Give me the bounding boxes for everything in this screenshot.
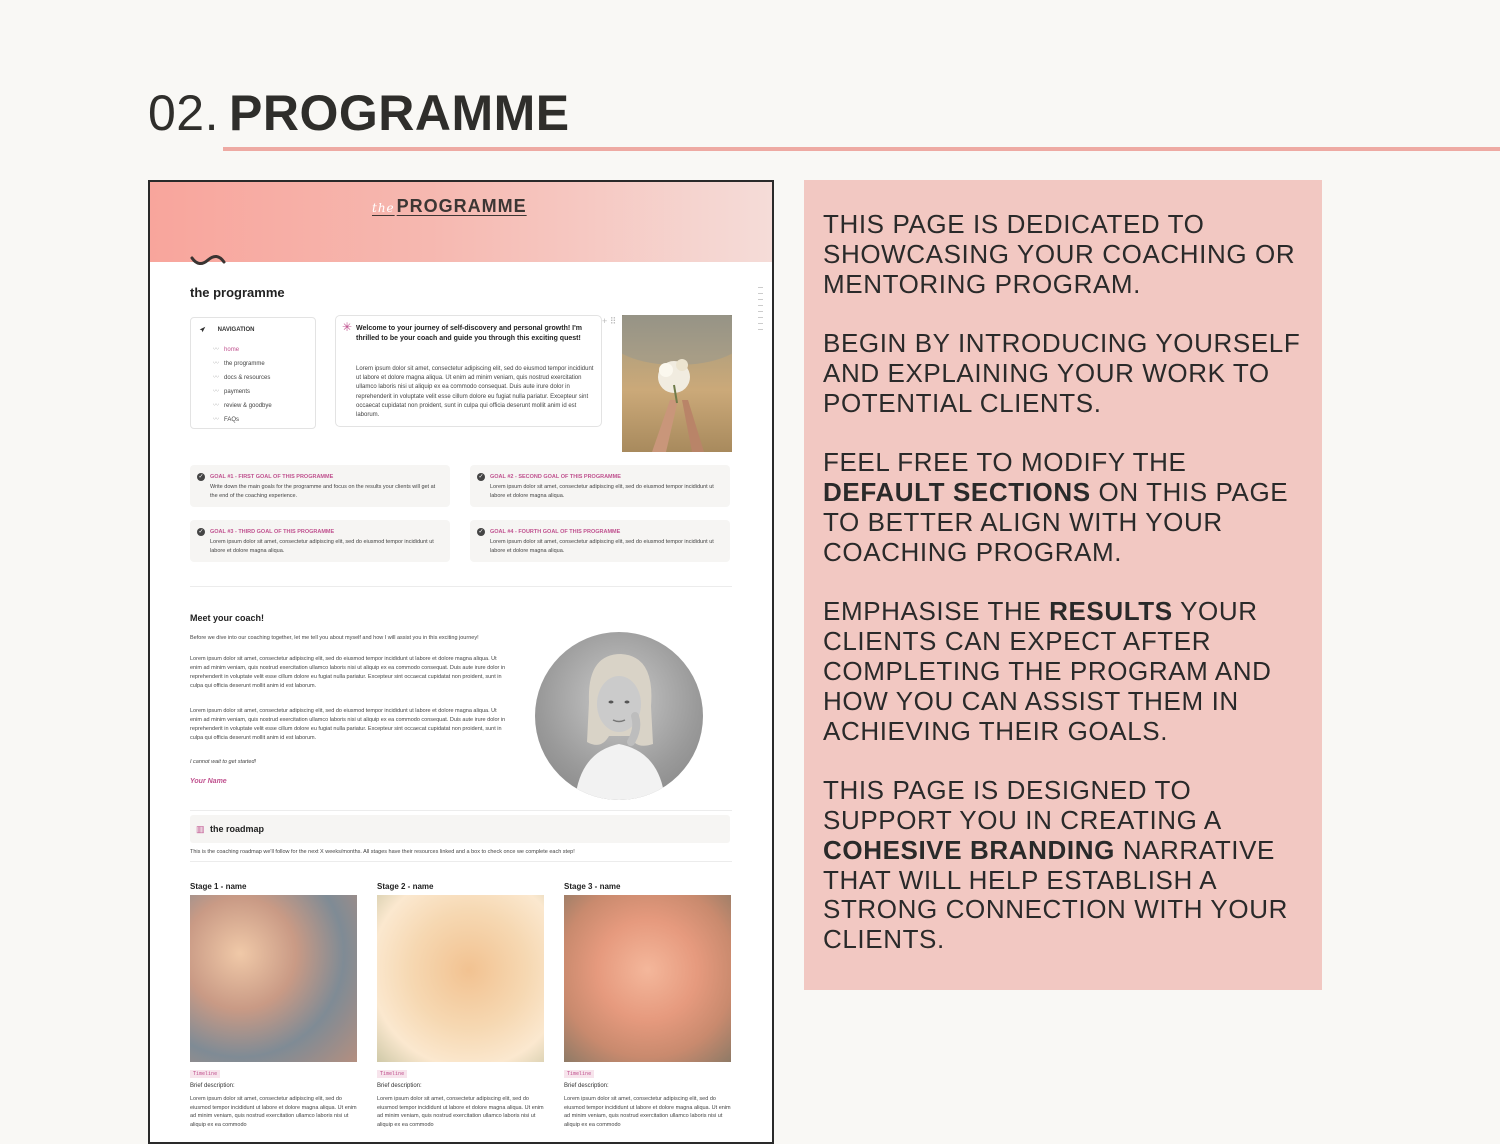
welcome-title: Welcome to your journey of self-discovery and personal growth! I'm thrilled to be your coach and guide you through this exciting quest!	[356, 325, 582, 342]
stage-description: Lorem ipsum dolor sit amet, consectetur adipiscing elit, sed do eiusmod tempor incididunt ut labore et dolore magna aliqua. Ut enim ad minim veniam, quis nostrud exercitation ullamco laboris nisi ut aliquip ex ea commodo	[190, 1096, 357, 1128]
note-paragraph-5	[823, 776, 1313, 955]
goal-title: GOAL #2 - SECOND GOAL OF THIS PROGRAMME	[490, 474, 621, 480]
coach-intro: Before we dive into our coaching together, let me tell you about myself and how I will assist you in this exciting journey!	[190, 635, 479, 641]
note-emphasis: RESULTS	[1049, 596, 1173, 627]
note-text: FEEL FREE TO MODIFY THE	[823, 447, 1187, 478]
nav-link-home[interactable]: 〰 home	[213, 344, 272, 358]
nav-link-payments[interactable]: 〰 payments	[213, 386, 272, 400]
note-emphasis: COHESIVE BRANDING	[823, 834, 1115, 865]
note-paragraph-1: THIS PAGE IS DEDICATED TO SHOWCASING YOUR COACHING OR MENTORING PROGRAM.	[823, 209, 1296, 299]
divider	[190, 586, 732, 587]
nav-link-review[interactable]: 〰 review & goodbye	[213, 400, 272, 414]
stage-brief-label: Brief description:	[377, 1083, 422, 1089]
note-text: EMPHASISE THE	[823, 596, 1050, 627]
divider	[190, 861, 732, 862]
check-circle-icon: ✓	[478, 529, 484, 535]
note-text: YOUR CLIENTS CAN EXPECT AFTER COMPLETING THE PROGRAM AND HOW YOU CAN ASSIST THEM IN ACHIEVING THEIR GOALS.	[823, 596, 1272, 746]
stage-name: Stage 3 - name	[564, 882, 621, 891]
nav-link-docs[interactable]: 〰 docs & resources	[213, 372, 272, 386]
note-text: ON THIS PAGE TO BETTER ALIGN WITH YOUR COACHING PROGRAM.	[823, 477, 1289, 567]
coach-signature: Your Name	[190, 778, 227, 785]
goal-body: Write down the main goals for the programme and focus on the results your clients will get at the end of the coaching experience.	[210, 484, 436, 499]
page-icon[interactable]	[190, 254, 226, 268]
timeline-tag: Timeline	[190, 1070, 220, 1078]
roadmap-icon: ▥	[196, 824, 205, 834]
heading-underline	[223, 147, 1500, 151]
note-paragraph-3	[823, 448, 1313, 567]
goal-card-3[interactable]	[190, 520, 450, 562]
divider	[190, 810, 732, 811]
coach-cta: I cannot wait to get started!	[190, 759, 257, 765]
description-panel	[804, 180, 1322, 990]
coach-heading: Meet your coach!	[190, 613, 265, 623]
note-emphasis: DEFAULT SECTIONS	[823, 477, 1091, 508]
banner-logo-script: the	[372, 201, 395, 215]
section-title: PROGRAMME	[229, 85, 570, 141]
stage-description: Lorem ipsum dolor sit amet, consectetur adipiscing elit, sed do eiusmod tempor incididunt ut labore et dolore magna aliqua. Ut enim ad minim veniam, quis nostrud exercitation ullamco laboris nisi ut aliquip ex ea commodo	[377, 1096, 544, 1128]
timeline-tag: Timeline	[564, 1070, 594, 1078]
timeline-tag: Timeline	[377, 1070, 407, 1078]
goal-card-2[interactable]	[470, 465, 730, 507]
stage-description: Lorem ipsum dolor sit amet, consectetur adipiscing elit, sed do eiusmod tempor incididunt ut labore et dolore magna aliqua. Ut enim ad minim veniam, quis nostrud exercitation ullamco laboris nisi ut aliquip ex ea commodo	[564, 1096, 731, 1128]
stage-image	[377, 895, 544, 1062]
navigation-box	[190, 317, 316, 429]
block-drag-handle-icon[interactable]: + ⠿	[602, 316, 617, 326]
asterisk-icon: ✳	[342, 320, 353, 334]
description-text	[823, 210, 1313, 985]
page-heading	[148, 84, 570, 142]
stage-name: Stage 2 - name	[377, 882, 434, 891]
check-circle-icon: ✓	[198, 529, 204, 535]
stage-name: Stage 1 - name	[190, 882, 247, 891]
banner-logo-word: PROGRAMME	[396, 196, 527, 216]
stage-image	[190, 895, 357, 1062]
note-paragraph-2: BEGIN BY INTRODUCING YOURSELF AND EXPLAINING YOUR WORK TO POTENTIAL CLIENTS.	[823, 328, 1301, 418]
cover-banner	[150, 182, 772, 262]
goal-body: Lorem ipsum dolor sit amet, consectetur adipiscing elit, sed do eiusmod tempor incididunt ut labore et dolore magna aliqua.	[490, 484, 714, 499]
goal-card-1[interactable]	[190, 465, 450, 507]
stage-card-3[interactable]	[564, 882, 731, 1129]
roadmap-title: the roadmap	[210, 824, 265, 834]
navigation-arrow-icon	[199, 326, 206, 333]
stage-brief-label: Brief description:	[190, 1083, 235, 1089]
banner-logo	[372, 196, 527, 217]
welcome-body: Lorem ipsum dolor sit amet, consectetur adipiscing elit, sed do eiusmod tempor incididunt ut labore et dolore magna aliqua. Ut enim ad minim veniam, quis nostrud exercitation ullamco laboris nisi ut aliquip ex ea commodo consequat. Duis aute irure dolor in reprehenderit in voluptate velit esse cillum dolore eu fugiat nulla pariatur. Excepteur sint occaecat cupidatat non proident, sunt in culpa qui officia deserunt mollit anim id est laborum.	[356, 366, 594, 419]
goal-body: Lorem ipsum dolor sit amet, consectetur adipiscing elit, sed do eiusmod tempor incididunt ut labore et dolore magna aliqua.	[210, 539, 434, 554]
check-circle-icon: ✓	[478, 474, 484, 480]
goal-title: GOAL #3 - THIRD GOAL OF THIS PROGRAMME	[210, 529, 335, 535]
goal-body: Lorem ipsum dolor sit amet, consectetur adipiscing elit, sed do eiusmod tempor incididunt ut labore et dolore magna aliqua.	[490, 539, 714, 554]
coach-paragraph-1: Lorem ipsum dolor sit amet, consectetur adipiscing elit, sed do eiusmod tempor incididunt ut labore et dolore magna aliqua. Ut enim ad minim veniam, quis nostrud exercitation ullamco laboris nisi ut aliquip ex ea commodo consequat. Duis aute irure dolor in reprehenderit in voluptate velit esse cillum dolore eu fugiat nulla pariatur. Excepteur sint occaecat cupidatat non proident, sunt in culpa qui officia deserunt mollit anim id est laborum.	[190, 656, 506, 689]
outline-indicator[interactable]	[758, 287, 763, 347]
navigation-heading	[199, 326, 254, 333]
welcome-callout	[335, 315, 602, 427]
goal-card-4[interactable]	[470, 520, 730, 562]
portrait-illustration	[535, 632, 703, 800]
note-text: NARRATIVE THAT WILL HELP ESTABLISH A STRONG CONNECTION WITH YOUR CLIENTS.	[823, 834, 1288, 955]
nav-link-programme[interactable]: 〰 the programme	[213, 358, 272, 372]
note-paragraph-4	[823, 597, 1313, 746]
stage-brief-label: Brief description:	[564, 1083, 609, 1089]
page-title: the programme	[190, 285, 285, 300]
roadmap-header	[190, 815, 730, 843]
stage-card-2[interactable]	[377, 882, 544, 1129]
goal-title: GOAL #1 - FIRST GOAL OF THIS PROGRAMME	[210, 474, 334, 480]
notion-page-screenshot	[148, 180, 774, 1144]
stage-image	[564, 895, 731, 1062]
nav-link-faqs[interactable]: 〰 FAQs	[213, 414, 272, 428]
coach-paragraph-2: Lorem ipsum dolor sit amet, consectetur adipiscing elit, sed do eiusmod tempor incididunt ut labore et dolore magna aliqua. Ut enim ad minim veniam, quis nostrud exercitation ullamco laboris nisi ut aliquip ex ea commodo consequat. Duis aute irure dolor in reprehenderit in voluptate velit esse cillum dolore eu fugiat nulla pariatur. Excepteur sint occaecat cupidatat non proident, sunt in culpa qui officia deserunt mollit anim id est laborum.	[190, 708, 506, 741]
section-number: 02.	[148, 85, 220, 141]
goal-title: GOAL #4 - FOURTH GOAL OF THIS PROGRAMME	[490, 529, 621, 535]
navigation-list	[213, 344, 272, 428]
stage-card-1[interactable]	[190, 882, 357, 1129]
flowers-photo	[622, 315, 732, 452]
coach-portrait	[535, 632, 703, 800]
check-circle-icon: ✓	[198, 474, 204, 480]
roadmap-description: This is the coaching roadmap we'll follow for the next X weeks/months. All stages have their resources linked and a box to check once we complete each step!	[190, 849, 575, 855]
note-text: THIS PAGE IS DESIGNED TO SUPPORT YOU IN CREATING A	[823, 775, 1221, 835]
flowers-illustration	[622, 315, 732, 452]
navigation-heading-label: NAVIGATION	[217, 327, 255, 334]
